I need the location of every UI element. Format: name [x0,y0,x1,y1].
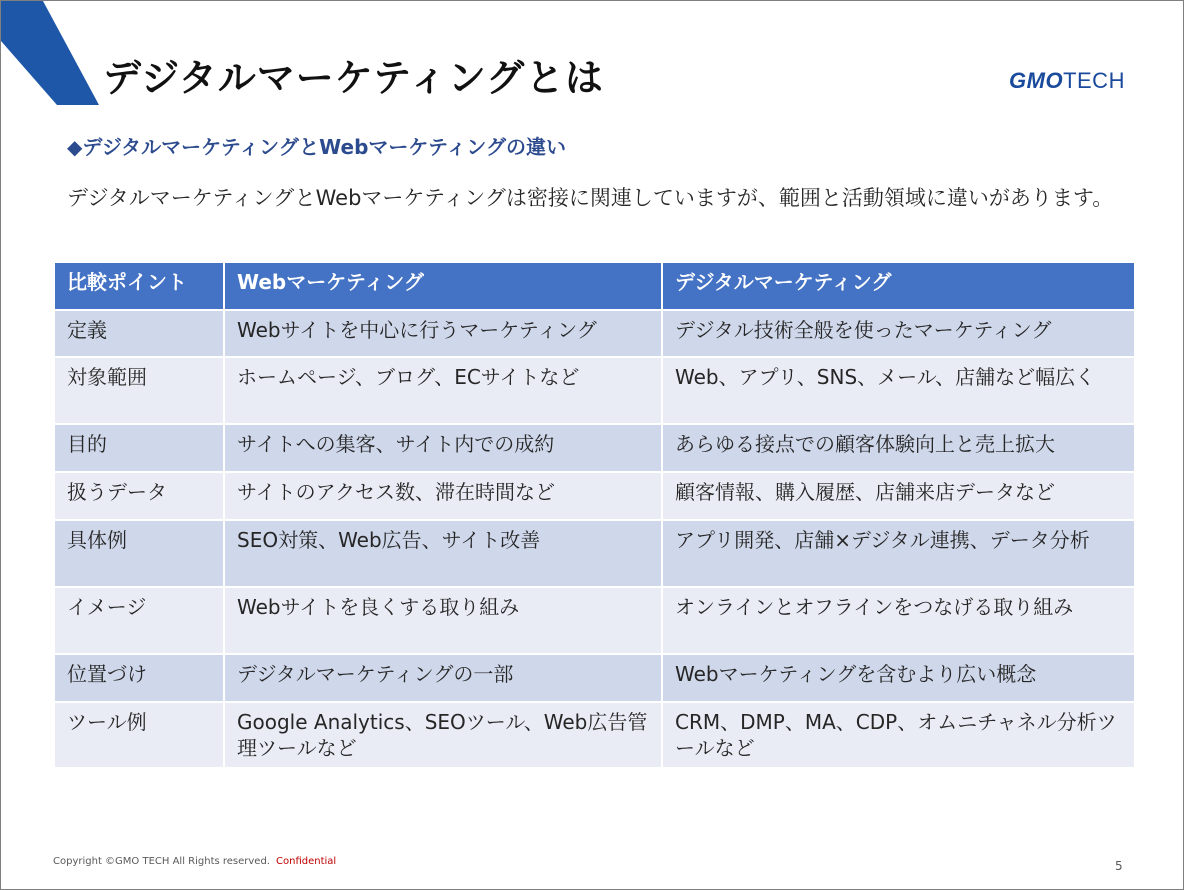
header-comparison-point: 比較ポイント [54,262,224,310]
table-row [54,702,1135,768]
digital-cell: Web、アプリ、SNS、メール、店舗など幅広く [662,357,1135,424]
web-cell: ホームページ、ブログ、ECサイトなど [224,357,662,424]
confidential-label: Confidential [276,856,337,867]
title-accent-stripe [1,1,101,105]
row-label: 具体例 [54,520,224,587]
table-row [54,587,1135,654]
table-header-row [54,262,1135,310]
comparison-table [53,261,1136,769]
row-label: 位置づけ [54,654,224,702]
digital-cell: 顧客情報、購入履歴、店舗来店データなど [662,472,1135,520]
row-label: 対象範囲 [54,357,224,424]
web-cell: SEO対策、Web広告、サイト改善 [224,520,662,587]
table-row [54,310,1135,357]
header-digital-marketing: デジタルマーケティング [662,262,1135,310]
header-web-marketing: Webマーケティング [224,262,662,310]
digital-cell: オンラインとオフラインをつなげる取り組み [662,587,1135,654]
intro-paragraph: デジタルマーケティングとWebマーケティングは密接に関連していますが、範囲と活動領域に違いがあります。 [67,186,1114,210]
web-cell: デジタルマーケティングの一部 [224,654,662,702]
table-row [54,357,1135,424]
page-number: 5 [1115,859,1123,873]
digital-cell: CRM、DMP、MA、CDP、オムニチャネル分析ツールなど [662,702,1135,768]
row-label: 扱うデータ [54,472,224,520]
row-label: 定義 [54,310,224,357]
web-cell: Webサイトを良くする取り組み [224,587,662,654]
web-cell: Webサイトを中心に行うマーケティング [224,310,662,357]
row-label: イメージ [54,587,224,654]
web-cell: サイトのアクセス数、滞在時間など [224,472,662,520]
row-label: 目的 [54,424,224,472]
table-row [54,520,1135,587]
digital-cell: デジタル技術全般を使ったマーケティング [662,310,1135,357]
digital-cell: Webマーケティングを含むより広い概念 [662,654,1135,702]
gmo-tech-logo: GMOTECH [1009,68,1125,93]
row-label: ツール例 [54,702,224,768]
table-row [54,654,1135,702]
table-row [54,472,1135,520]
table-row [54,424,1135,472]
web-cell: Google Analytics、SEOツール、Web広告管理ツールなど [224,702,662,768]
footer-copyright: Copyright ©GMO TECH All Rights reserved. Confidential [53,856,337,867]
slide-title: デジタルマーケティングとは [103,56,604,100]
web-cell: サイトへの集客、サイト内での成約 [224,424,662,472]
section-subheading: ◆デジタルマーケティングとWebマーケティングの違い [67,135,567,159]
digital-cell: アプリ開発、店舗×デジタル連携、データ分析 [662,520,1135,587]
digital-cell: あらゆる接点での顧客体験向上と売上拡大 [662,424,1135,472]
